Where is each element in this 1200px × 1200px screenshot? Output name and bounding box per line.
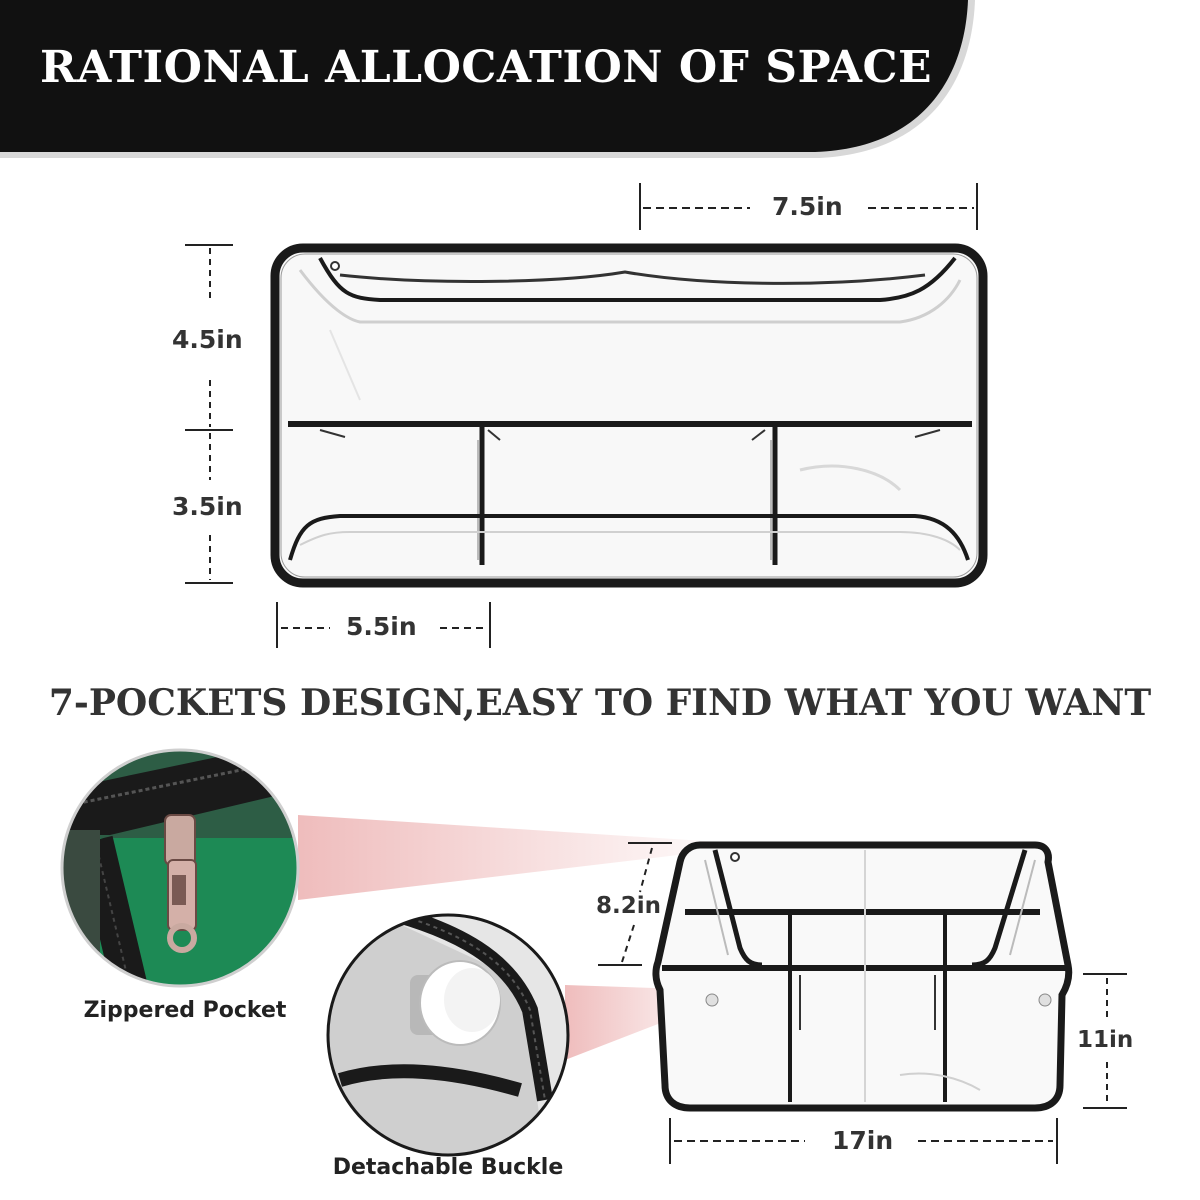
- side-width-label: 17in: [832, 1126, 894, 1155]
- banner-title: RATIONAL ALLOCATION OF SPACE: [40, 42, 933, 93]
- upper-height-label: 4.5in: [172, 325, 243, 354]
- side-view-bag: [656, 845, 1069, 1108]
- lower-height-label: 3.5in: [172, 492, 243, 521]
- section-title: 7-POCKETS DESIGN,EASY TO FIND WHAT YOU WANT: [48, 682, 1152, 724]
- pocket-width-label: 5.5in: [346, 612, 417, 641]
- side-height-label: 11in: [1077, 1027, 1134, 1053]
- buckle-detail-circle: [328, 910, 568, 1155]
- zipper-caption: Zippered Pocket: [83, 998, 287, 1023]
- buckle-caption: Detachable Buckle: [332, 1155, 564, 1180]
- zipper-highlight-beam: [298, 815, 720, 900]
- width-label: 7.5in: [772, 192, 843, 221]
- side-top-height-label: 8.2in: [596, 893, 662, 919]
